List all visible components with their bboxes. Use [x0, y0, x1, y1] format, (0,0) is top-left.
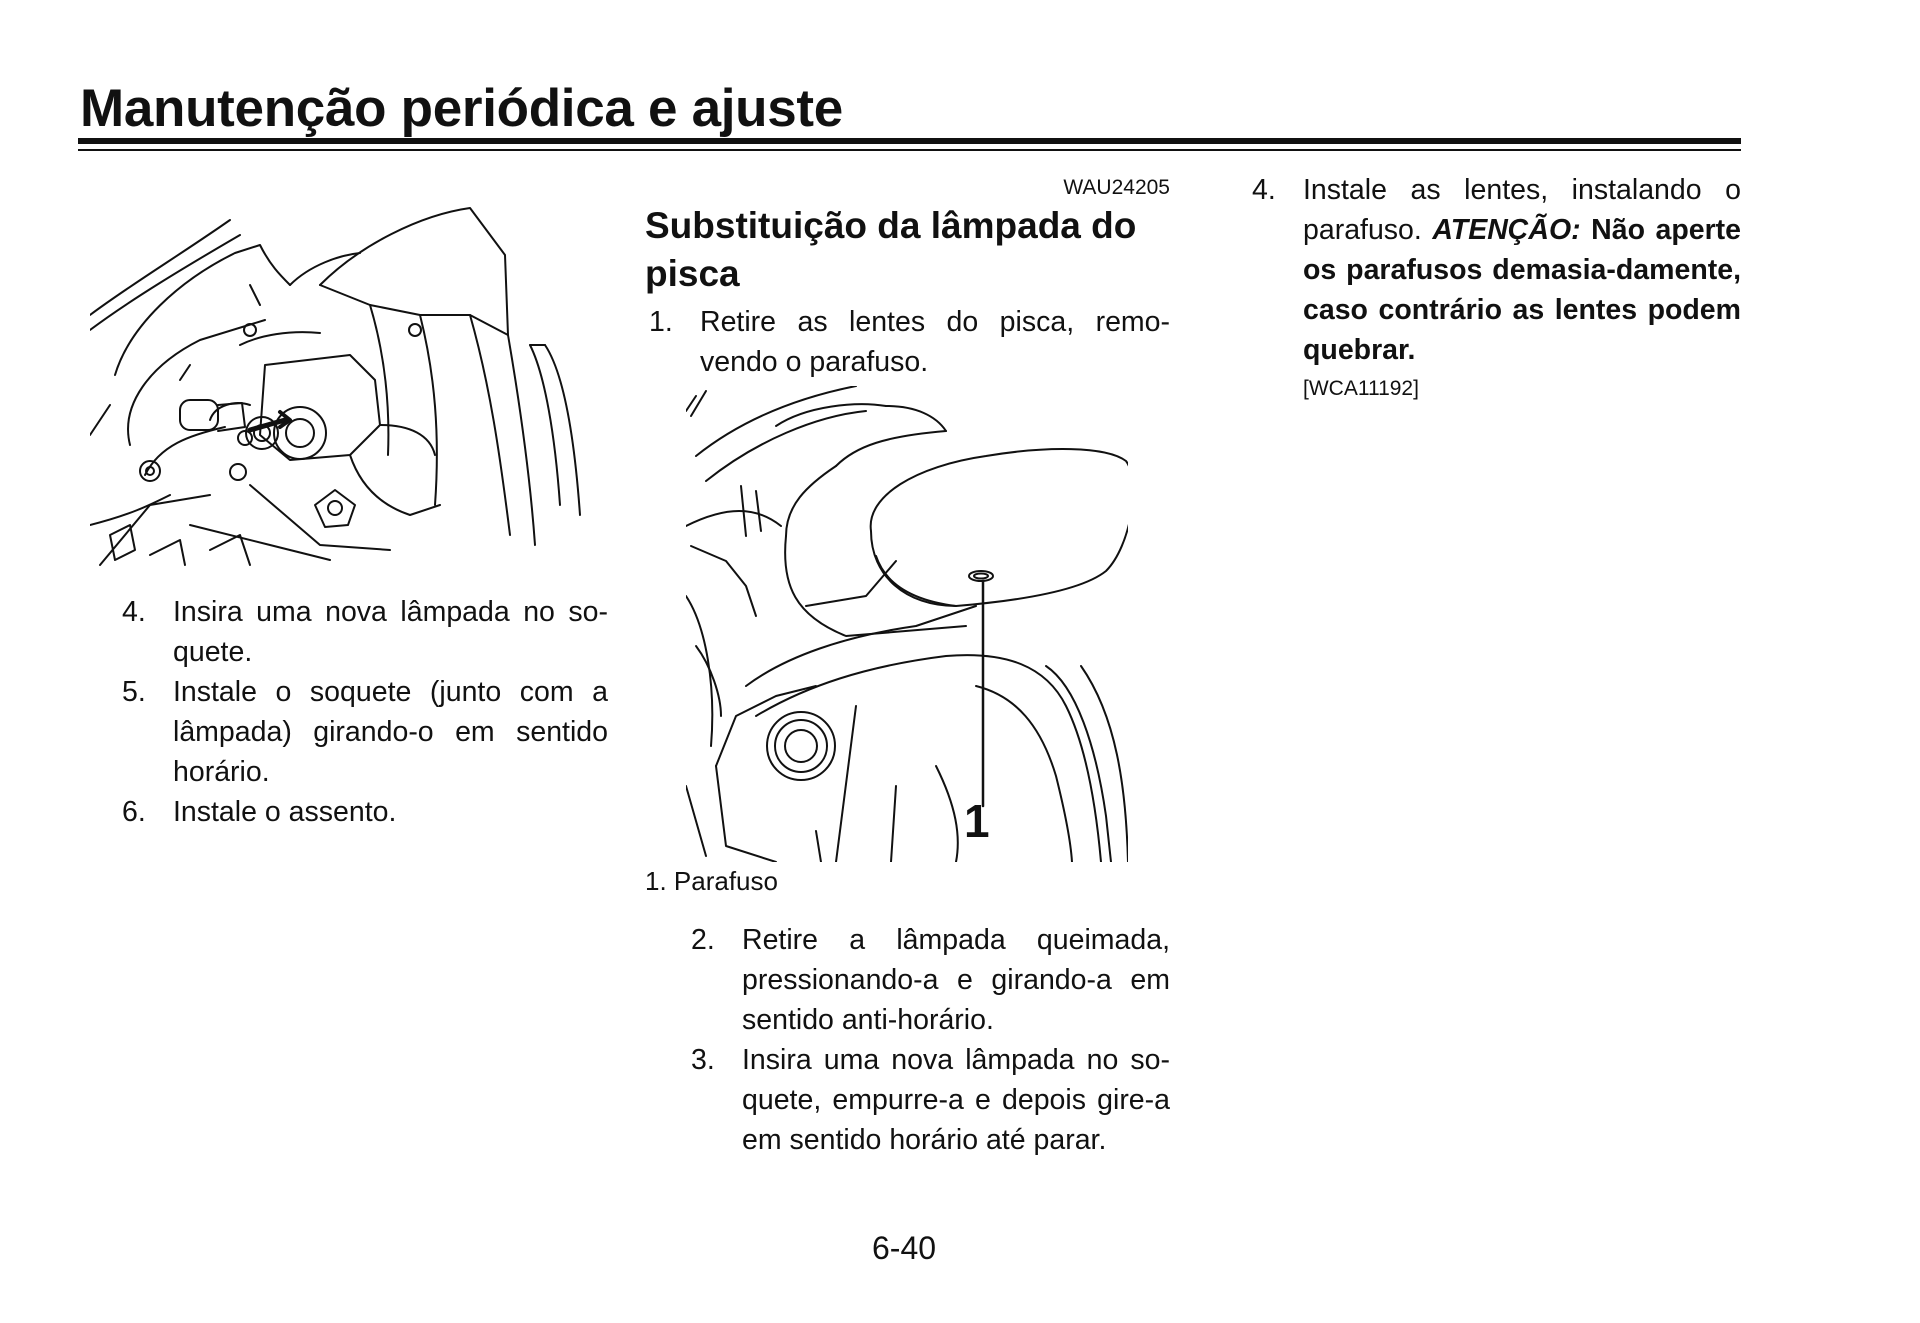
list-item [118, 592, 608, 672]
section-title: Substituição da lâmpada do pisca [645, 205, 1137, 294]
left-step-list [118, 592, 608, 832]
list-item [118, 792, 608, 832]
list-item [1248, 170, 1741, 404]
header-rule-thick [78, 138, 1741, 144]
mid-step-list-a [645, 302, 1170, 382]
tail-light-socket-illustration [90, 205, 590, 575]
section-code: WAU24205 [1063, 176, 1170, 199]
header-rule-thin [78, 149, 1741, 151]
figure-caption: 1. Parafuso [645, 866, 778, 896]
step-number: 4. [1252, 174, 1276, 206]
middle-column [645, 176, 1170, 382]
right-step-list [1248, 170, 1741, 404]
figure-callout-1: 1 [964, 795, 990, 847]
step-number: 5. [122, 676, 146, 708]
step-number: 6. [122, 796, 146, 828]
right-column [1248, 170, 1741, 404]
warning-ref-code: [WCA11192] [1303, 377, 1419, 400]
step-number: 4. [122, 596, 146, 628]
page-number: 6-40 [872, 1230, 937, 1266]
step-number: 3. [691, 1044, 715, 1076]
warning-text: Não aperte os parafusos demasia-damente, caso contrário as lentes podem quebrar. [1303, 214, 1742, 366]
step-text: Instale o soquete (junto com a lâmpada) girando-o em sentido horário. [173, 676, 608, 788]
left-column-steps [118, 592, 608, 832]
step-text: Insira uma nova lâmpada no so-quete, empurre-a e depois gire-a em sentido horário até parar. [742, 1044, 1170, 1156]
step-text: Retire as lentes do pisca, remo-vendo o parafuso. [700, 306, 1170, 378]
step-number: 1. [649, 306, 673, 338]
step-text: Instale as lentes, instalando o parafuso. [1303, 174, 1741, 246]
step-text: Retire a lâmpada queimada, pressionando-a e girando-a em sentido anti-horário. [742, 924, 1170, 1036]
step-text: Insira uma nova lâmpada no so-quete. [173, 596, 608, 668]
list-item [645, 302, 1170, 382]
list-item [118, 672, 608, 792]
step-number: 2. [691, 924, 715, 956]
turn-signal-illustration [686, 386, 1128, 862]
step-text: Instale o assento. [173, 796, 397, 828]
warning-label: ATENÇÃO: [1432, 214, 1581, 246]
middle-column-lower [645, 920, 1170, 1160]
list-item [687, 1040, 1170, 1160]
page-title: Manutenção periódica e ajuste [80, 79, 843, 138]
list-item [687, 920, 1170, 1040]
mid-step-list-b [645, 920, 1170, 1160]
